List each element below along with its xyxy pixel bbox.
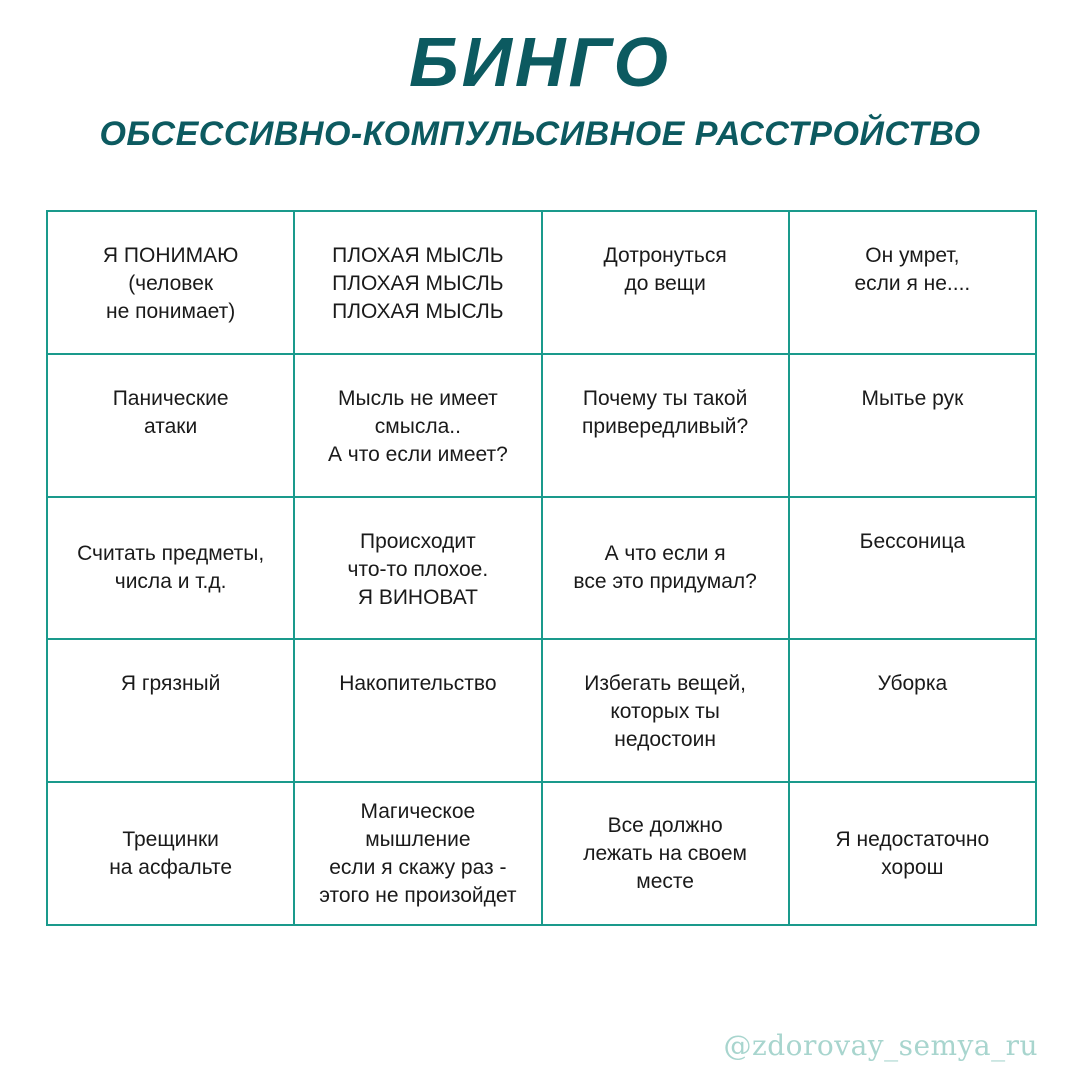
page-subtitle: ОБСЕССИВНО-КОМПУЛЬСИВНОЕ РАССТРОЙСТВО — [99, 115, 981, 153]
bingo-cell-4-1: Я грязный — [47, 639, 294, 782]
bingo-cell-1-3: Дотронуться до вещи — [542, 211, 789, 354]
bingo-cell-4-3: Избегать вещей, которых ты недостоин — [542, 639, 789, 782]
bingo-cell-3-2: Происходит что-то плохое. Я ВИНОВАТ — [294, 497, 541, 640]
bingo-cell-5-4: Я недостаточно хорош — [789, 782, 1036, 925]
bingo-cell-5-3: Все должно лежать на своем месте — [542, 782, 789, 925]
bingo-cell-1-4: Он умрет, если я не.... — [789, 211, 1036, 354]
bingo-cell-4-4: Уборка — [789, 639, 1036, 782]
bingo-cell-1-1: Я ПОНИМАЮ (человек не понимает) — [47, 211, 294, 354]
bingo-cell-1-2: ПЛОХАЯ МЫСЛЬ ПЛОХАЯ МЫСЛЬ ПЛОХАЯ МЫСЛЬ — [294, 211, 541, 354]
bingo-cell-2-1: Панические атаки — [47, 354, 294, 497]
bingo-cell-4-2: Накопительство — [294, 639, 541, 782]
page-title: БИНГО — [409, 23, 671, 101]
bingo-cell-3-3: А что если я все это придумал? — [542, 497, 789, 640]
bingo-cell-5-2: Магическое мышление если я скажу раз - этого не произойдет — [294, 782, 541, 925]
watermark-handle: @zdorovay_semya_ru — [723, 1029, 1038, 1062]
bingo-cell-2-3: Почему ты такой привередливый? — [542, 354, 789, 497]
bingo-cell-5-1: Трещинки на асфальте — [47, 782, 294, 925]
bingo-cell-3-1: Считать предметы, числа и т.д. — [47, 497, 294, 640]
bingo-cell-2-4: Мытье рук — [789, 354, 1036, 497]
bingo-cell-3-4: Бессоница — [789, 497, 1036, 640]
bingo-cell-2-2: Мысль не имеет смысла.. А что если имеет? — [294, 354, 541, 497]
bingo-grid — [46, 210, 1037, 926]
